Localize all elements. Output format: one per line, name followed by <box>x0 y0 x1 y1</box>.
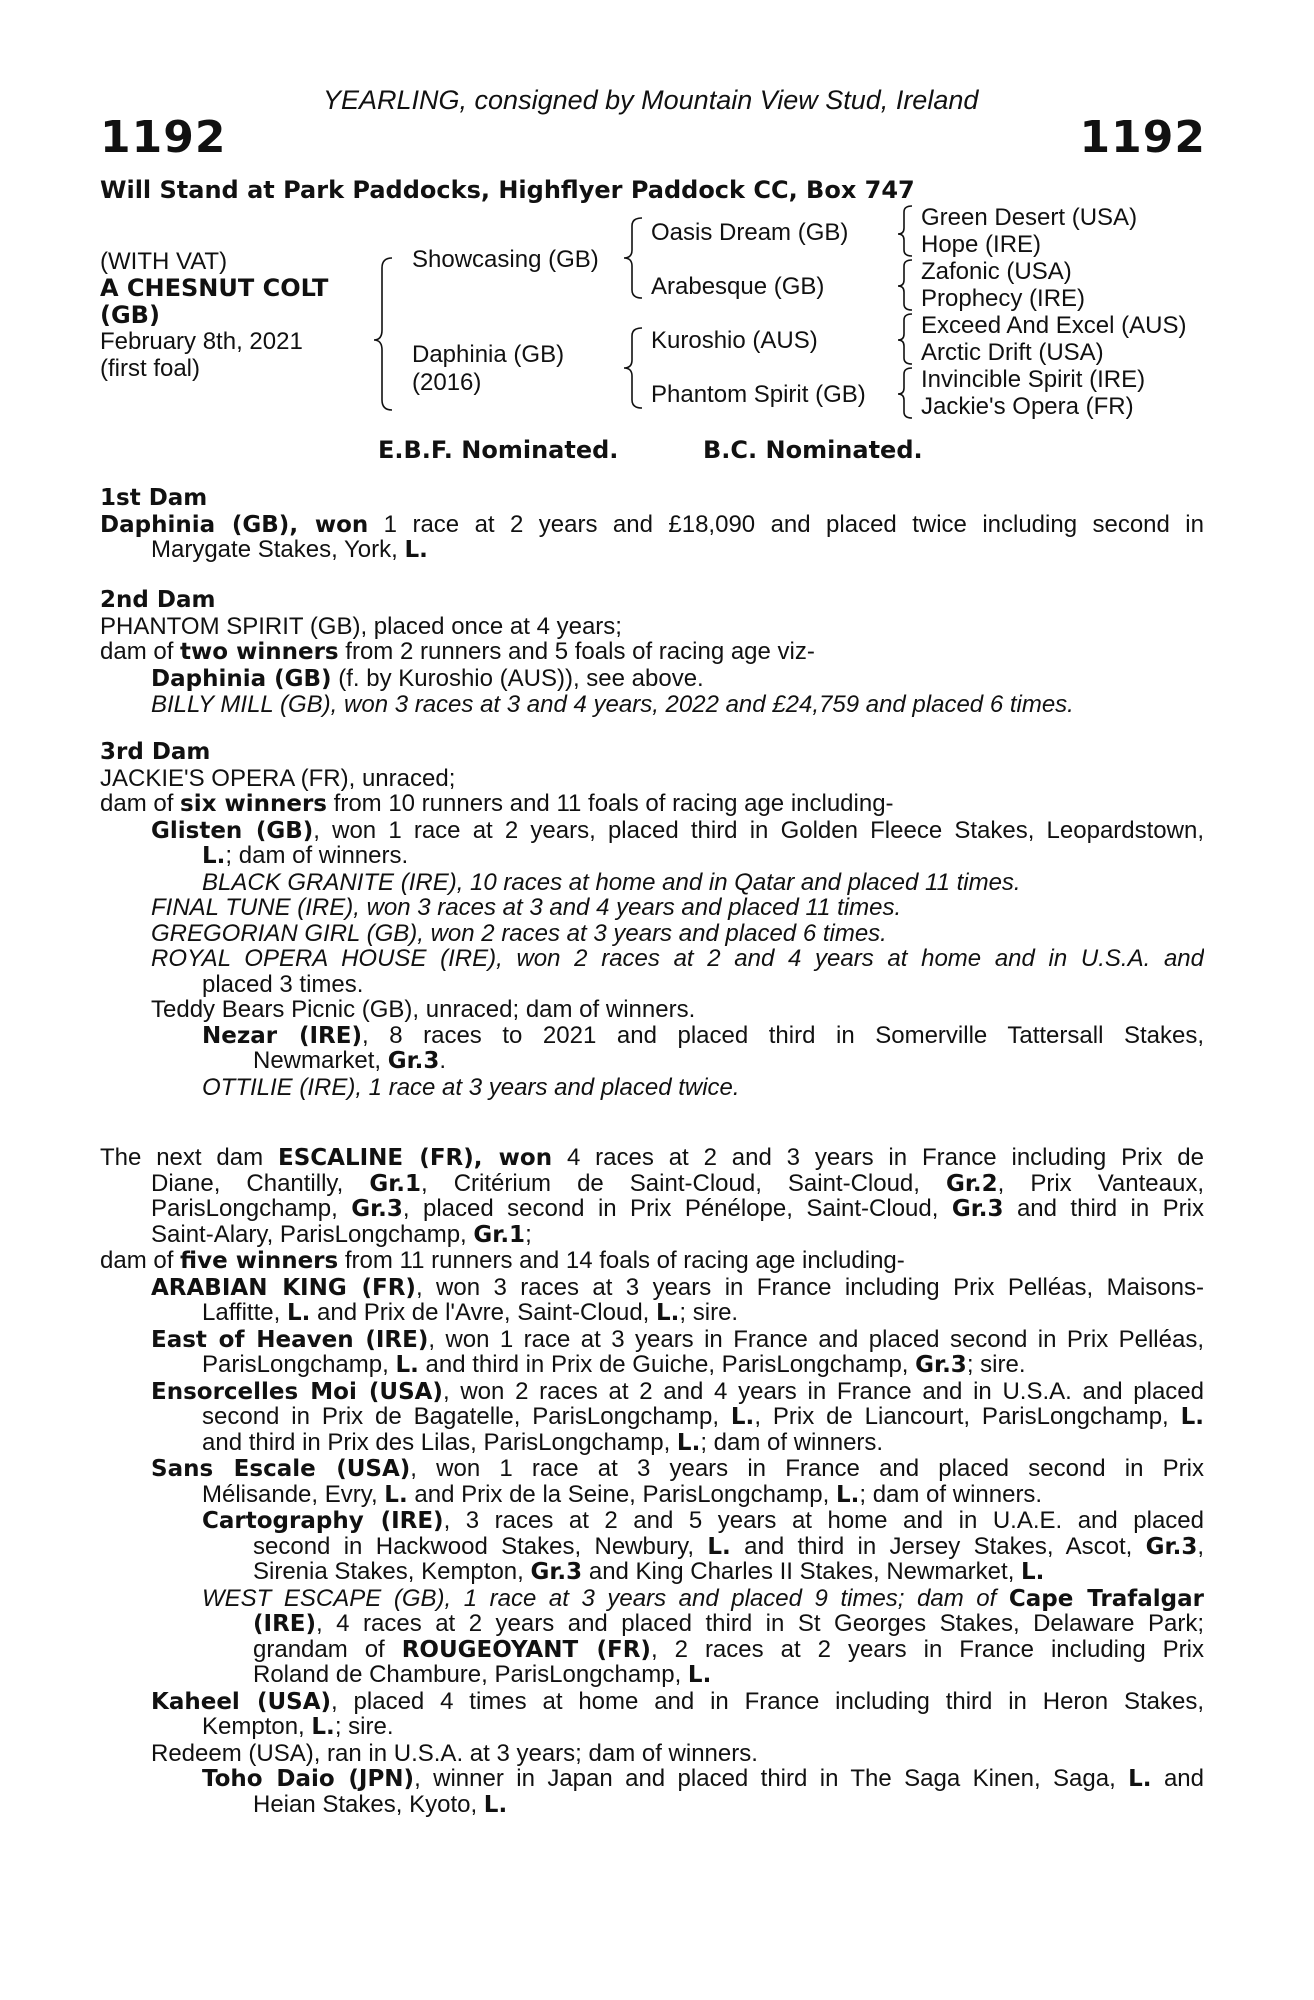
offspring-record: , 3 races at 2 and 5 years at home and in U.A.E. and placed <box>443 1508 1204 1534</box>
horse-name: A CHESNUT COLT <box>100 274 329 302</box>
winners-count: five winners <box>180 1248 339 1274</box>
text: ParisLongchamp, <box>151 1196 352 1222</box>
text: , 4 races at 2 years and placed third in St Georges Stakes, Delaware Park; <box>316 1611 1204 1637</box>
lot-number-right: 1192 <box>1079 112 1206 163</box>
text: and Prix de l'Avre, Saint-Cloud, <box>310 1299 657 1326</box>
pedigree-dds: Invincible Spirit (IRE) <box>921 366 1146 393</box>
text: , <box>1197 1533 1204 1559</box>
text: from 10 runners and 11 foals of racing age including- <box>326 790 894 817</box>
offspring-record: , won 3 races at 3 years in France including Prix Pelléas, Maisons- <box>415 1274 1204 1300</box>
text: Kempton, <box>202 1713 312 1740</box>
consignment-line: YEARLING, consigned by Mountain View Stud, Ireland <box>323 85 979 115</box>
pedigree-sdd: Prophecy (IRE) <box>921 285 1086 312</box>
text: and third in Jersey Stakes, Ascot, <box>730 1533 1146 1559</box>
third-dam-name: JACKIE'S OPERA (FR), unraced; <box>100 764 456 792</box>
text: Mélisande, Evry, <box>202 1480 385 1508</box>
pedigree-dss: Exceed And Excel (AUS) <box>921 312 1187 339</box>
text: ; sire. <box>334 1713 394 1740</box>
lot-number-left: 1192 <box>100 112 227 163</box>
text: second in Hackwood Stakes, Newbury, <box>253 1533 708 1559</box>
offspring-record: , won 3 races at 3 and 4 years, 2022 and £24,759 and placed 6 times. <box>330 691 1074 718</box>
offspring-name: BLACK GRANITE (IRE) <box>202 868 457 896</box>
listed-mark: L. <box>286 1300 311 1326</box>
pedigree-dam-dam: Phantom Spirit (GB) <box>651 381 866 408</box>
listed-mark: L. <box>835 1481 860 1508</box>
listed-mark: L. <box>483 1791 508 1818</box>
group-mark: Gr.3 <box>951 1196 1004 1222</box>
listed-mark: L. <box>384 1481 408 1508</box>
listed-mark: L. <box>656 1300 680 1326</box>
offspring-name: Toho Daio (JPN) <box>202 1766 415 1792</box>
text: from 2 runners and 5 foals of racing age viz- <box>338 638 815 665</box>
offspring-name: Kaheel (USA) <box>151 1688 332 1714</box>
text: 4 races at 2 and 3 years in France including Prix de <box>552 1145 1204 1171</box>
pedigree-dam: Daphinia (GB) <box>412 341 565 368</box>
grand-offspring-name: Cape Trafalgar <box>1008 1585 1204 1611</box>
text: Heian Stakes, Kyoto, <box>253 1790 484 1818</box>
text: , 2 races at 2 years in France including Prix <box>650 1636 1204 1662</box>
text: and King Charles II Stakes, Newmarket, <box>582 1558 1022 1585</box>
listed-mark: L. <box>687 1662 712 1688</box>
offspring-name: Nezar (IRE) <box>202 1022 362 1048</box>
group-mark: Gr.3 <box>1145 1533 1198 1559</box>
ebf-nomination: E.B.F. Nominated. <box>378 436 619 464</box>
next-dam-name: ESCALINE (FR), won <box>277 1145 553 1171</box>
offspring-name: ROYAL OPERA HOUSE (IRE) <box>151 946 497 972</box>
text: and third in Prix des Lilas, ParisLongchamp, <box>202 1428 677 1456</box>
group-mark: Gr.3 <box>387 1048 440 1074</box>
text: Saint-Alary, ParisLongchamp, <box>151 1220 474 1248</box>
horse-dob: February 8th, 2021 <box>100 328 303 355</box>
offspring-record: , placed 4 times at home and in France including third in Heron Stakes, <box>331 1688 1204 1714</box>
text: . <box>439 1047 447 1074</box>
text: ; dam of winners. <box>700 1428 884 1456</box>
vat-label: (WITH VAT) <box>100 248 228 275</box>
text: , Prix Vanteaux, <box>997 1170 1204 1196</box>
second-dam-name: PHANTOM SPIRIT (GB), placed once at 4 years; <box>100 612 622 640</box>
text: The next dam <box>100 1145 278 1171</box>
offspring-name: Sans Escale (USA) <box>151 1456 411 1482</box>
offspring-record: , won 2 races at 2 and 4 years at home and in U.S.A. and <box>496 946 1204 972</box>
pedigree-dsd: Arctic Drift (USA) <box>921 339 1104 366</box>
offspring-name: Ensorcelles Moi (USA) <box>151 1378 443 1404</box>
offspring-name: East of Heaven (IRE) <box>151 1326 429 1352</box>
offspring-record: (f. by Kuroshio (AUS)), see above. <box>331 664 704 692</box>
first-dam-name: Daphinia (GB), won <box>100 511 369 537</box>
next-dam-section <box>100 1145 1204 1818</box>
offspring-record: , won 1 race at 3 years in France and placed second in Prix <box>410 1456 1204 1482</box>
offspring-name: Cartography (IRE) <box>202 1508 444 1534</box>
text: second in Prix de Bagatelle, ParisLongchamp, <box>202 1404 731 1430</box>
pedigree-ssd: Hope (IRE) <box>921 231 1042 258</box>
listed-mark: L. <box>707 1533 731 1559</box>
offspring-record: , won 3 races at 3 and 4 years and placed 11 times. <box>353 894 902 921</box>
text: Roland de Chambure, ParisLongchamp, <box>253 1661 688 1688</box>
text: Diane, Chantilly, <box>151 1170 370 1196</box>
group-mark: Gr.1 <box>473 1221 526 1248</box>
grand-offspring-origin: (IRE) <box>253 1611 317 1637</box>
pedigree-sds: Zafonic (USA) <box>921 258 1072 285</box>
group-mark: Gr.3 <box>530 1559 583 1585</box>
text: Laffitte, <box>202 1299 287 1326</box>
third-dam-heading: 3rd Dam <box>100 739 211 765</box>
second-dam-section <box>100 588 1204 718</box>
group-mark: Gr.1 <box>369 1170 422 1196</box>
text: , winner in Japan and placed third in The Saga Kinen, Saga, <box>414 1766 1129 1792</box>
first-dam-heading: 1st Dam <box>100 485 208 511</box>
text: Sirenia Stakes, Kempton, <box>253 1558 531 1585</box>
offspring-name: FINAL TUNE (IRE) <box>151 894 354 921</box>
offspring-record: , won 1 race at 3 years in France and placed second in Prix Pelléas, <box>428 1326 1204 1352</box>
listed-mark: L. <box>1128 1766 1152 1792</box>
offspring-ran: Redeem (USA), ran in U.S.A. at 3 years; dam of winners. <box>151 1739 758 1767</box>
text: and <box>1151 1766 1204 1792</box>
text: ; dam of winners. <box>859 1480 1043 1508</box>
listed-mark: L. <box>404 537 428 563</box>
listed-mark: L. <box>676 1429 701 1456</box>
first-dam-record: 1 race at 2 years and £18,090 and placed twice including second in <box>368 511 1204 537</box>
offspring-record: , won 2 races at 2 and 4 years in France and in U.S.A. and placed <box>442 1378 1204 1404</box>
text: ; <box>525 1220 532 1248</box>
listed-mark: L. <box>730 1404 755 1430</box>
grand-offspring-name: ROUGEOYANT (FR) <box>401 1636 651 1662</box>
stand-location: Will Stand at Park Paddocks, Highflyer Paddock CC, Box 747 <box>100 176 915 204</box>
first-dam-section <box>100 486 1204 564</box>
offspring-name: BILLY MILL (GB) <box>151 691 331 718</box>
offspring-record-cont: placed 3 times. <box>202 970 364 998</box>
pedigree-sire-dam: Arabesque (GB) <box>651 273 825 300</box>
pedigree-dam-year: (2016) <box>412 369 482 396</box>
text: grandam of <box>253 1636 402 1662</box>
winners-count: two winners <box>180 639 339 665</box>
offspring-name: Glisten (GB) <box>151 817 314 843</box>
group-mark: Gr.3 <box>915 1352 967 1378</box>
offspring-record: , 1 race at 3 years and placed twice. <box>355 1073 740 1101</box>
second-dam-heading: 2nd Dam <box>100 587 216 613</box>
offspring-name: GREGORIAN GIRL (GB) <box>151 919 418 947</box>
text: dam of <box>100 638 181 665</box>
winners-count: six winners <box>180 791 327 817</box>
listed-mark: L. <box>202 843 226 869</box>
listed-mark: L. <box>1021 1559 1045 1585</box>
pedigree-ddd: Jackie's Opera (FR) <box>921 393 1134 420</box>
offspring-record: , 8 races to 2021 and placed third in Somerville Tattersall Stakes, <box>362 1022 1204 1048</box>
offspring-name: WEST ESCAPE (GB) <box>202 1585 445 1611</box>
text: ; sire. <box>966 1351 1026 1378</box>
offspring-record: , 10 races at home and in Qatar and placed 11 times. <box>456 868 1021 896</box>
text: dam of <box>100 790 181 817</box>
listed-mark: L. <box>395 1352 419 1378</box>
pedigree-sss: Green Desert (USA) <box>921 204 1138 231</box>
text: Newmarket, <box>253 1047 388 1074</box>
offspring-record: , 1 race at 3 years and placed 9 times; dam of <box>444 1585 1009 1611</box>
text: , Critérium de Saint-Cloud, Saint-Cloud, <box>421 1170 946 1196</box>
text: and third in Prix de Guiche, ParisLongchamp, <box>418 1351 916 1378</box>
text: ; dam of winners. <box>225 842 409 869</box>
offspring-unraced: Teddy Bears Picnic (GB), unraced; dam of winners. <box>151 996 696 1023</box>
text: dam of <box>100 1247 181 1274</box>
listed-mark: L. <box>311 1714 335 1740</box>
pedigree-sire: Showcasing (GB) <box>412 246 599 273</box>
text: , placed second in Prix Pénélope, Saint-Cloud, <box>402 1196 952 1222</box>
bc-nomination: B.C. Nominated. <box>703 436 923 464</box>
offspring-name: ARABIAN KING (FR) <box>151 1274 416 1300</box>
offspring-name: OTTILIE (IRE) <box>202 1073 356 1101</box>
offspring-record: , won 2 races at 3 years and placed 6 times. <box>417 919 887 947</box>
text: from 11 runners and 14 foals of racing age including- <box>338 1247 905 1274</box>
text: ParisLongchamp, <box>202 1351 396 1378</box>
text: , Prix de Liancourt, ParisLongchamp, <box>754 1404 1181 1430</box>
offspring-name: Daphinia (GB) <box>151 665 332 692</box>
pedigree-sire-sire: Oasis Dream (GB) <box>651 219 849 246</box>
text: and Prix de la Seine, ParisLongchamp, <box>407 1480 836 1508</box>
text: ; sire. <box>679 1299 739 1326</box>
group-mark: Gr.3 <box>351 1196 403 1222</box>
first-dam-record-cont: Marygate Stakes, York, <box>151 536 405 563</box>
text: and third in Prix <box>1003 1196 1204 1222</box>
pedigree-dam-sire: Kuroshio (AUS) <box>651 327 818 354</box>
third-dam-section <box>100 740 1204 1100</box>
group-mark: Gr.2 <box>945 1170 998 1196</box>
horse-foal-note: (first foal) <box>100 355 201 382</box>
horse-origin: (GB) <box>100 301 160 329</box>
listed-mark: L. <box>1180 1404 1204 1430</box>
offspring-record: , won 1 race at 2 years, placed third in Golden Fleece Stakes, Leopardstown, <box>313 817 1204 843</box>
